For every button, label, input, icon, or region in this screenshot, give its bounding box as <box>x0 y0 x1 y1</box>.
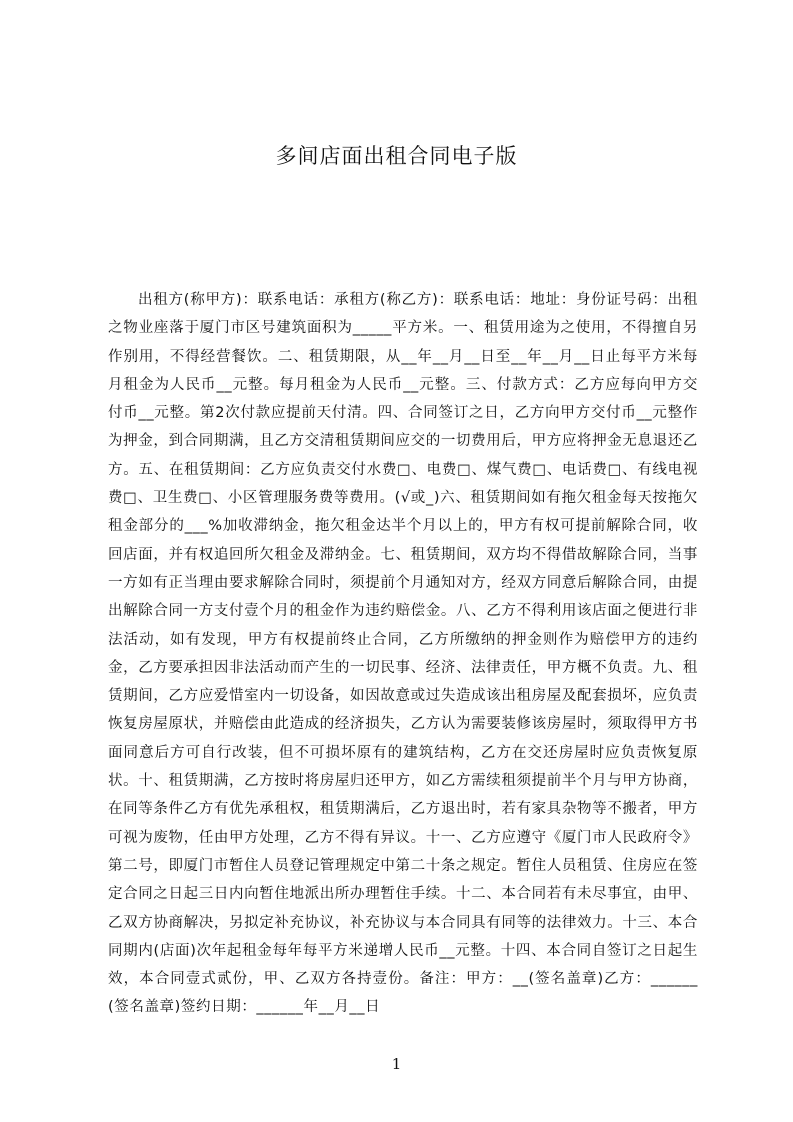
document-title: 多间店面出租合同电子版 <box>275 144 518 168</box>
contract-body-paragraph: 出租方(称甲方)：联系电话：承租方(称乙方)：联系电话：地址：身份证号码：出租之物业座落于厦门市区号建筑面积为_____平方米。一、租赁用途为之使用，不得擅自另作别用，不得经营餐饮。二、租赁期限，从__年__月__日至__年__月__日止每平方米每月租金为人民币__元整。每月租金为人民币__元整。三、付款方式：乙方应每向甲方交付币__元整。第2次付款应提前天付清。四、合同签订之日，乙方向甲方交付币__元整作为押金，到合同期满，且乙方交清租赁期间应交的一切费用后，甲方应将押金无息退还乙方。五、在租赁期间：乙方应负责交付水费□、电费□、煤气费□、电话费□、有线电视费□、卫生费□、小区管理服务费等费用。(√或_)六、租赁期间如有拖欠租金每天按拖欠租金部分的___%加收滞纳金，拖欠租金达半个月以上的，甲方有权可提前解除合同，收回店面，并有权追回所欠租金及滞纳金。七、租赁期间，双方均不得借故解除合同，当事一方如有正当理由要求解除合同时，须提前个月通知对方，经双方同意后解除合同，由提出解除合同一方支付壹个月的租金作为违约赔偿金。八、乙方不得利用该店面之便进行非法活动，如有发现，甲方有权提前终止合同，乙方所缴纳的押金则作为赔偿甲方的违约金，乙方要承担因非法活动而产生的一切民事、经济、法律责任，甲方概不负责。九、租赁期间，乙方应爱惜室内一切设备，如因故意或过失造成该出租房屋及配套损坏，应负责恢复房屋原状，并赔偿由此造成的经济损失，乙方认为需要装修该房屋时，须取得甲方书面同意后方可自行改装，但不可损坏原有的建筑结构，乙方在交还房屋时应负责恢复原状。十、租赁期满，乙方按时将房屋归还甲方，如乙方需续租须提前半个月与甲方协商，在同等条件乙方有优先承租权，租赁期满后，乙方退出时，若有家具杂物等不搬者，甲方可视为废物，任由甲方处理，乙方不得有异议。十一、乙方应遵守《厦门市人民政府令》第二号，即厦门市暂住人员登记管理规定中第二十条之规定。暂住人员租赁、住房应在签定合同之日起三日内向暂住地派出所办理暂住手续。十二、本合同若有未尽事宜，由甲、乙双方协商解决，另拟定补充协议，补充协议与本合同具有同等的法律效力。十三、本合同期内(店面)次年起租金每年每平方米递增人民币__元整。十四、本合同自签订之日起生效，本合同壹式贰份，甲、乙双方各持壹份。备注：甲方：__(签名盖章)乙方：______(签名盖章)签约日期：______年__月__日 <box>108 292 698 1016</box>
page-number: 1 <box>391 1055 402 1073</box>
